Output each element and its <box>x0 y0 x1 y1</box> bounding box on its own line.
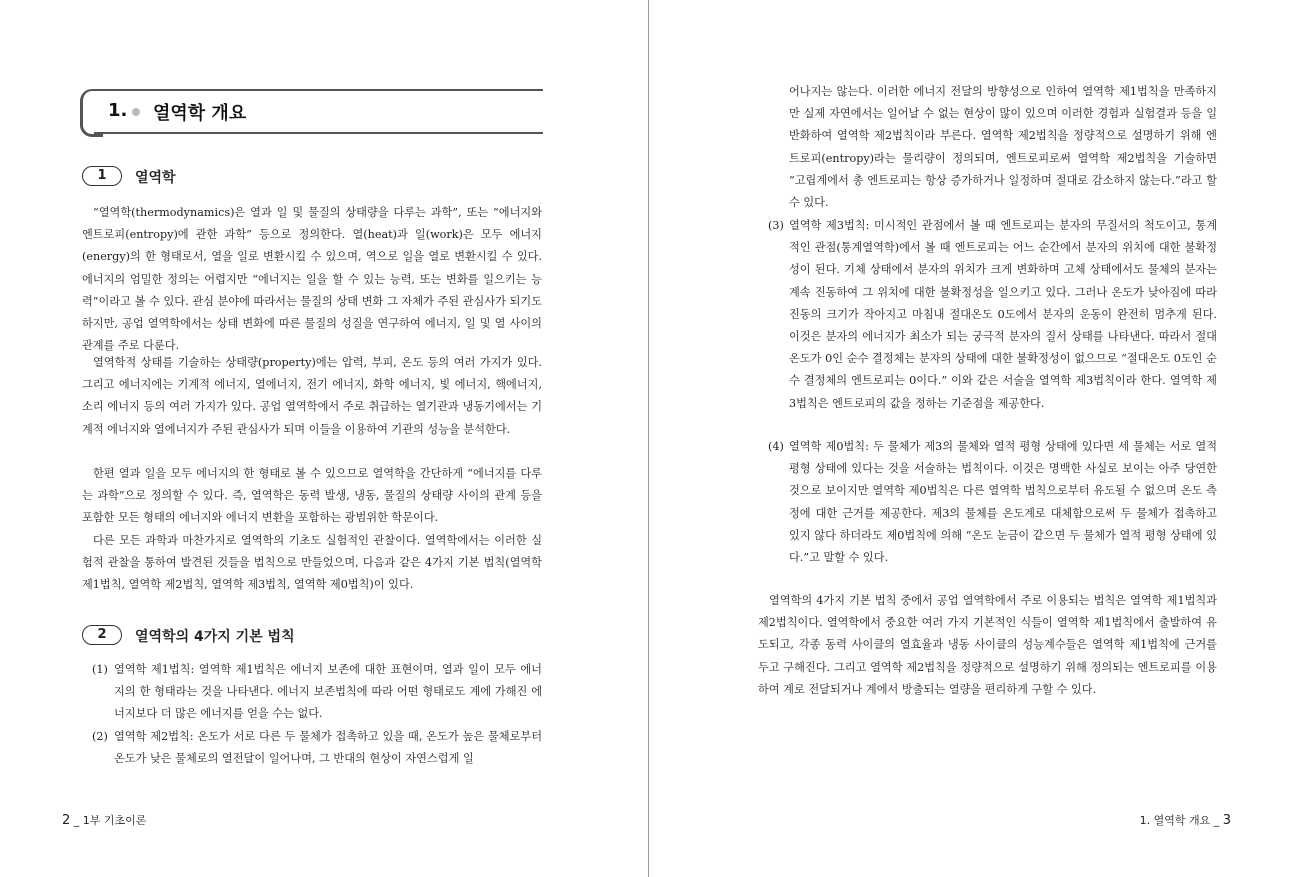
chapter-title: 열역학 개요 <box>153 103 247 124</box>
left-page <box>0 0 648 877</box>
page-divider <box>648 0 649 877</box>
list-item-number: (2) <box>92 730 108 743</box>
running-footer-title: 1. 열역학 개요 _ <box>1139 814 1220 827</box>
page-footer <box>62 812 146 828</box>
paragraph: 다른 모든 과학과 마찬가지로 열역학의 기초도 실험적인 관찰이다. 열역학에서는 이러한 실험적 관찰을 통하여 발견된 것들을 법칙으로 만들었으며, 다음과 같은 4가지 기본 법칙(열역학 제1법칙, 열역학 제2법칙, 열역학 제3법칙, 열역학 제0법칙)이 있다. <box>82 534 542 592</box>
list-item <box>92 659 542 726</box>
bullet-dot-icon <box>132 108 140 116</box>
list-item <box>92 726 542 770</box>
continued-paragraph: 어나지는 않는다. 이러한 에너지 전달의 방향성으로 인하여 열역학 제1법칙을 만족하지만 실제 자연에서는 일어날 수 없는 현상이 많이 있으며 이러한 경험과 실험결과 등을 일반화하여 열역학 제2법칙이라 부른다. 열역학 제2법칙을 정량적으로 설명하기 위해 엔트로피(entropy)라는 물리량이 정의되며, 엔트로피로써 열역학 제2법칙을 기술하면 “고립계에서 총 엔트로피는 항상 증가하거나 일정하며 절대로 감소하지 않는다.”라고 할 수 있다. <box>789 85 1217 210</box>
chapter-bottom-rule <box>94 132 543 134</box>
paragraph: 열역학적 상태를 기술하는 상태량(property)에는 압력, 부피, 온도 등의 여러 가지가 있다. 그리고 에너지에는 기계적 에너지, 열에너지, 전기 에너지, 화학 에너지, 빛 에너지, 핵에너지, 소리 에너지 등의 여러 가지가 있다. 공업 열역학에서 주로 취급하는 열기관과 냉동기에서는 기계적 에너지와 열에너지가 주된 관심사가 되며 이들을 이용하여 기관의 성능을 분석한다. <box>82 356 542 436</box>
chapter-number: 1. <box>108 100 128 121</box>
list-item-text: 열역학 제3법칙: 미시적인 관점에서 볼 때 엔트로피는 분자의 무질서의 척도이고, 통계적인 관점(통계열역학)에서 볼 때 엔트로피는 어느 순간에서 분자의 위치에 대한 불확정성이 된다. 기체 상태에서 분자의 위치가 크게 변화하며 고체 상태에서도 물체의 분자는 계속 진동하여 그 위치에 대한 불확정성을 일으키고 있다. 그러나 온도가 낮아짐에 따라 진동의 크기가 작아지고 마침내 절대온도 0도에서 분자의 운동이 완전히 멈추게 된다. 이것은 분자의 에너지가 최소가 되는 궁극적 분자의 질서 상태를 나타낸다. 따라서 절대온도가 0인 순수 결정체는 분자의 상태에 대한 불확정성이 없으므로 “절대온도 0도인 순수 결정체의 엔트로피는 0이다.” 이와 같은 서술을 열역학 제3법칙이라 한다. 열역학 제3법칙은 엔트로피의 값을 정하는 기준점을 제공한다. <box>789 219 1217 410</box>
section-title: 열역학 <box>135 170 176 186</box>
chapter-top-rule <box>94 89 543 91</box>
page-number: 3 <box>1222 813 1231 828</box>
paragraph: “열역학(thermodynamics)은 열과 일 및 물질의 상태량을 다루는 과학”, 또는 “에너지와 엔트로피(entropy)에 관한 과학” 등으로 정의한다. 열(heat)과 일(work)은 모두 에너지(energy)의 한 형태로서, 열을 일로 변환시킬 수 있으며, 역으로 일을 열로 변환시킬 수 있다. 에너지의 엄밀한 정의는 어렵지만 “에너지는 일을 할 수 있는 능력, 또는 변화를 일으키는 능력”이라고 볼 수 있다. 관심 분야에 따라서는 물질의 상태 변화 그 자체가 주된 관심사가 되기도 하지만, 공업 열역학에서는 상태 변화에 따른 물질의 성질을 연구하여 에너지, 일 및 열 사이의 관계를 주로 다룬다. <box>82 206 542 353</box>
running-footer-title: _ 1부 기초이론 <box>73 814 147 827</box>
page-number: 2 <box>62 813 71 828</box>
list-item <box>768 436 1217 569</box>
right-page <box>650 0 1299 877</box>
section-title: 열역학의 4가지 기본 법칙 <box>135 629 295 645</box>
list-item-number: (1) <box>92 663 108 676</box>
list-item-number: (3) <box>768 219 784 232</box>
chapter-heading <box>80 89 543 134</box>
section-number-badge: 2 <box>82 625 122 645</box>
page-footer <box>1140 812 1231 828</box>
list-item-text: 열역학 제1법칙: 열역학 제1법칙은 에너지 보존에 대한 표현이며, 열과 일이 모두 에너지의 한 형태라는 것을 나타낸다. 에너지 보존법칙에 따라 어떤 형태로도 계에 가해진 에너지보다 더 많은 에너지를 얻을 수는 없다. <box>114 663 542 721</box>
list-item-text: 열역학 제2법칙: 온도가 서로 다른 두 물체가 접촉하고 있을 때, 온도가 높은 물체로부터 온도가 낮은 물체로의 열전달이 일어나며, 그 반대의 현상이 자연스럽게 일 <box>114 730 542 766</box>
list-item-number: (4) <box>768 440 784 453</box>
list-item-text: 열역학 제0법칙: 두 물체가 제3의 물체와 열적 평형 상태에 있다면 세 물체는 서로 열적 평형 상태에 있다는 것을 서술하는 법칙이다. 이것은 명백한 사실로 보이는 아주 당연한 것으로 보이지만 열역학 제0법칙은 다른 열역학 법칙으로부터 유도될 수 없으며 온도 측정에 대한 근거를 제공한다. 제3의 물체를 온도계로 대체함으로써 두 물체가 접촉하고 있지 않다 하더라도 제0법칙에 의해 “온도 눈금이 같으면 두 물체가 열적 평형 상태에 있다.”고 말할 수 있다. <box>789 440 1217 565</box>
paragraph: 한편 열과 일을 모두 에너지의 한 형태로 볼 수 있으므로 열역학을 간단하게 “에너지를 다루는 과학”으로 정의할 수 있다. 즉, 열역학은 동력 발생, 냉동, 물질의 상태량 사이의 관계 등을 포함한 모든 형태의 에너지와 에너지 변환을 포함하는 광범위한 학문이다. <box>82 467 542 525</box>
paragraph: 열역학의 4가지 기본 법칙 중에서 공업 열역학에서 주로 이용되는 법칙은 열역학 제1법칙과 제2법칙이다. 열역학에서 중요한 여러 가지 기본적인 식들이 열역학 제1법칙에서 출발하여 유도되고, 각종 동력 사이클의 열효율과 냉동 사이클의 성능계수들은 열역학 제1법칙에 근거를 두고 구해진다. 그리고 열역학 제2법칙을 정량적으로 설명하기 위해 정의되는 엔트로피를 이용하여 계로 전달되거나 계에서 방출되는 열량을 편리하게 구할 수 있다. <box>758 594 1217 696</box>
section-number-badge: 1 <box>82 166 122 186</box>
list-item <box>768 215 1217 415</box>
chapter-bracket-decoration <box>80 89 103 137</box>
